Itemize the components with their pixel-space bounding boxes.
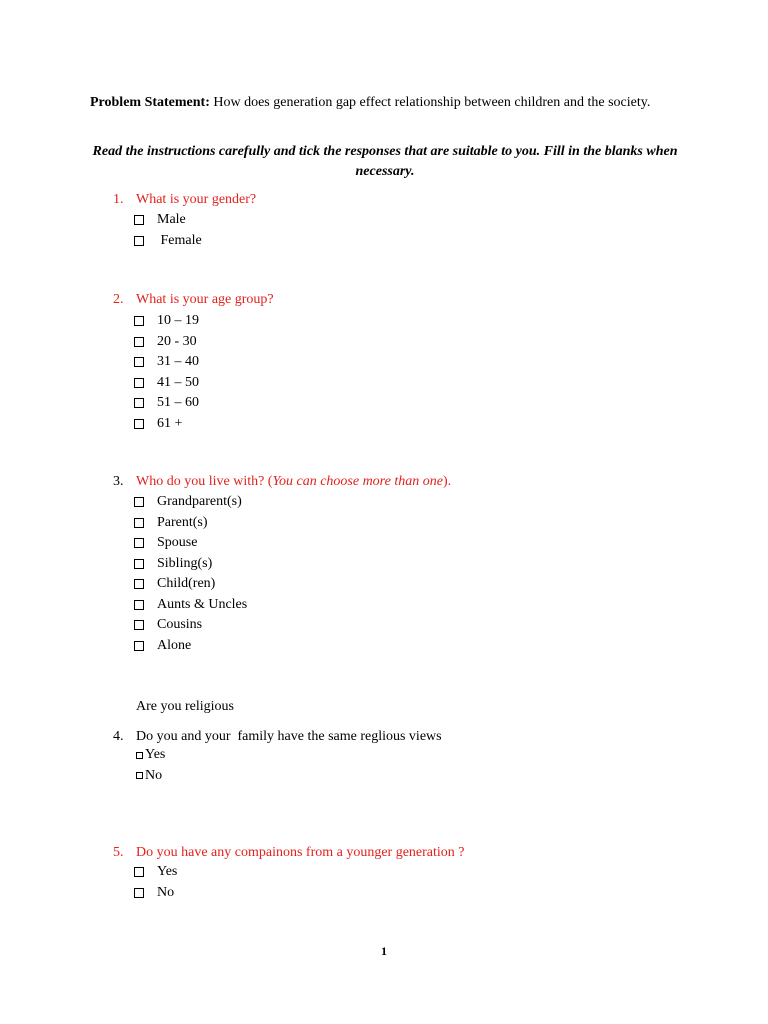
option-age-51-60[interactable] xyxy=(134,393,199,414)
checkbox[interactable] xyxy=(134,236,144,246)
question-3-end: ). xyxy=(442,474,452,489)
option-label: Spouse xyxy=(157,535,198,551)
page-number: 1 xyxy=(381,944,387,958)
option-label: Child(ren) xyxy=(157,576,216,592)
option-alone[interactable] xyxy=(134,636,247,657)
question-3-options xyxy=(134,492,247,656)
checkbox[interactable] xyxy=(134,888,144,898)
problem-statement xyxy=(90,93,680,113)
option-label: Alone xyxy=(157,637,192,653)
option-age-41-50[interactable] xyxy=(134,373,199,394)
option-label: Sibling(s) xyxy=(157,555,213,571)
checkbox[interactable] xyxy=(134,538,144,548)
checkbox[interactable] xyxy=(134,215,144,225)
option-age-31-40[interactable] xyxy=(134,352,199,373)
option-age-61-plus[interactable] xyxy=(134,414,199,435)
question-4 xyxy=(113,727,442,747)
option-yes[interactable] xyxy=(134,862,177,883)
option-label: Male xyxy=(157,212,186,228)
question-3-number: 3. xyxy=(113,474,124,489)
option-aunts-uncles[interactable] xyxy=(134,595,247,616)
instructions: Read the instructions carefully and tick the responses that are suitable to you. Fill in the blanks when necessary. xyxy=(92,144,678,179)
question-4-options xyxy=(136,745,165,786)
question-1 xyxy=(113,190,256,210)
question-1-number: 1. xyxy=(113,192,124,207)
question-3-text: Who do you live with? ( xyxy=(136,474,273,489)
checkbox[interactable] xyxy=(134,337,144,347)
checkbox[interactable] xyxy=(134,316,144,326)
option-grandparents[interactable] xyxy=(134,492,247,513)
option-siblings[interactable] xyxy=(134,554,247,575)
option-label: Grandparent(s) xyxy=(157,494,242,510)
option-yes[interactable] xyxy=(136,745,165,766)
question-2 xyxy=(113,290,274,310)
option-label: Female xyxy=(157,232,202,248)
option-female[interactable] xyxy=(134,231,202,252)
option-label: Yes xyxy=(157,864,178,880)
question-2-options xyxy=(134,311,199,434)
checkbox[interactable] xyxy=(134,600,144,610)
option-label: Cousins xyxy=(157,617,203,633)
option-male[interactable] xyxy=(134,210,202,231)
option-label: No xyxy=(157,884,175,900)
problem-statement-text: How does generation gap effect relationship between children and the society. xyxy=(209,95,651,110)
question-4-number: 4. xyxy=(113,729,124,744)
question-3 xyxy=(113,472,451,492)
checkbox[interactable] xyxy=(134,419,144,429)
option-label: 20 - 30 xyxy=(157,333,197,349)
option-label: 31 – 40 xyxy=(157,354,199,370)
option-label: 61 + xyxy=(157,415,183,431)
checkbox[interactable] xyxy=(134,378,144,388)
checkbox[interactable] xyxy=(136,772,143,779)
question-2-number: 2. xyxy=(113,292,124,307)
checkbox[interactable] xyxy=(134,559,144,569)
question-5-text: Do you have any compainons from a younger generation ? xyxy=(136,845,465,860)
checkbox[interactable] xyxy=(134,518,144,528)
option-label: 41 – 50 xyxy=(157,374,199,390)
option-age-10-19[interactable] xyxy=(134,311,199,332)
option-label: Parent(s) xyxy=(157,514,208,530)
option-children[interactable] xyxy=(134,574,247,595)
option-cousins[interactable] xyxy=(134,615,247,636)
question-2-text: What is your age group? xyxy=(136,292,274,307)
option-no[interactable] xyxy=(136,766,165,787)
option-age-20-30[interactable] xyxy=(134,332,199,353)
question-5 xyxy=(113,843,465,863)
question-5-number: 5. xyxy=(113,845,124,860)
option-spouse[interactable] xyxy=(134,533,247,554)
checkbox[interactable] xyxy=(134,641,144,651)
question-1-options xyxy=(134,210,202,251)
option-label: No xyxy=(145,767,163,783)
problem-statement-label: Problem Statement: xyxy=(90,95,210,110)
checkbox[interactable] xyxy=(134,620,144,630)
checkbox[interactable] xyxy=(134,867,144,877)
religious-prompt: Are you religious xyxy=(136,699,234,714)
option-parents[interactable] xyxy=(134,513,247,534)
checkbox[interactable] xyxy=(134,398,144,408)
checkbox[interactable] xyxy=(134,579,144,589)
question-3-note: You can choose more than one xyxy=(272,474,443,489)
option-label: 10 – 19 xyxy=(157,313,199,329)
question-4-text: Do you and your family have the same reglious views xyxy=(136,729,442,744)
option-no[interactable] xyxy=(134,883,177,904)
checkbox[interactable] xyxy=(134,497,144,507)
question-5-options xyxy=(134,862,177,903)
checkbox[interactable] xyxy=(134,357,144,367)
option-label: 51 – 60 xyxy=(157,395,199,411)
option-label: Aunts & Uncles xyxy=(157,596,248,612)
checkbox[interactable] xyxy=(136,752,143,759)
question-1-text: What is your gender? xyxy=(136,192,257,207)
option-label: Yes xyxy=(145,747,166,763)
